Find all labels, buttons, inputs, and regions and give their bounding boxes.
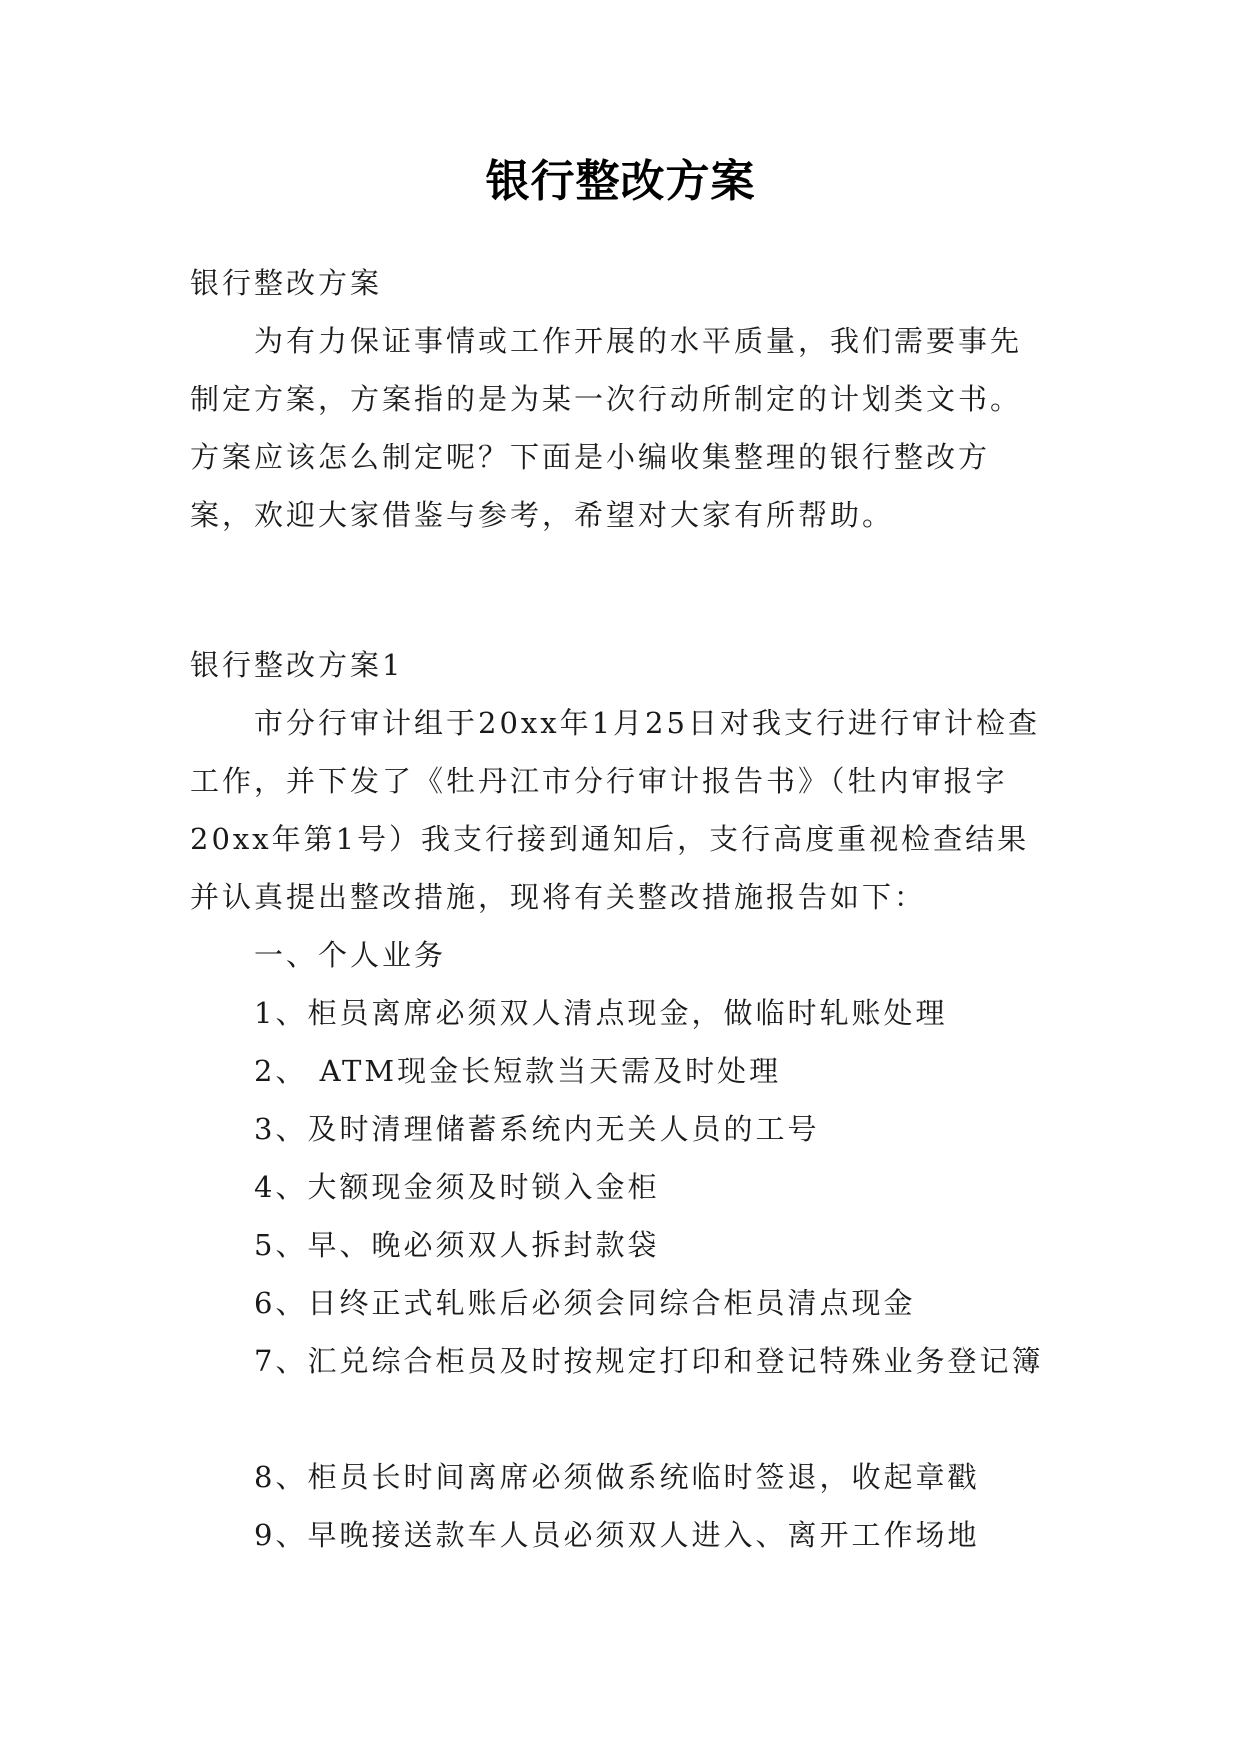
intro-paragraph: 为有力保证事情或工作开展的水平质量，我们需要事先制定方案，方案指的是为某一次行动所制定的计划类文书。方案应该怎么制定呢？下面是小编收集整理的银行整改方案，欢迎大家借鉴与参考，希望对大家有所帮助。 xyxy=(190,324,1023,532)
list-item: 5、早、晚必须双人拆封款袋 xyxy=(254,1228,660,1262)
list-item: 3、及时清理储蓄系统内无关人员的工号 xyxy=(254,1112,820,1146)
list-item: 9、早晚接送款车人员必须双人进入、离开工作场地 xyxy=(254,1518,980,1552)
section-heading: 银行整改方案1 xyxy=(190,648,404,682)
section-paragraph: 市分行审计组于20xx年1月25日对我支行进行审计检查工作，并下发了《牡丹江市分行审计报告书》（牡内审报字20xx年第1号）我支行接到通知后，支行高度重视检查结果并认真提出整改措施，现将有关整改措施报告如下： xyxy=(190,706,1040,914)
document-subtitle: 银行整改方案 xyxy=(190,266,383,300)
list-item: 8、柜员长时间离席必须做系统临时签退，收起章戳 xyxy=(254,1460,980,1494)
list-item: 4、大额现金须及时锁入金柜 xyxy=(254,1170,660,1204)
list-item: 6、日终正式轧账后必须会同综合柜员清点现金 xyxy=(254,1286,916,1320)
document-title: 银行整改方案 xyxy=(485,156,756,207)
part-heading: 一、个人业务 xyxy=(254,938,447,972)
list-item: 1、柜员离席必须双人清点现金，做临时轧账处理 xyxy=(254,996,948,1030)
list-item: 7、汇兑综合柜员及时按规定打印和登记特殊业务登记簿 xyxy=(254,1344,1044,1378)
list-item: 2、 ATM现金长短款当天需及时处理 xyxy=(254,1054,782,1088)
